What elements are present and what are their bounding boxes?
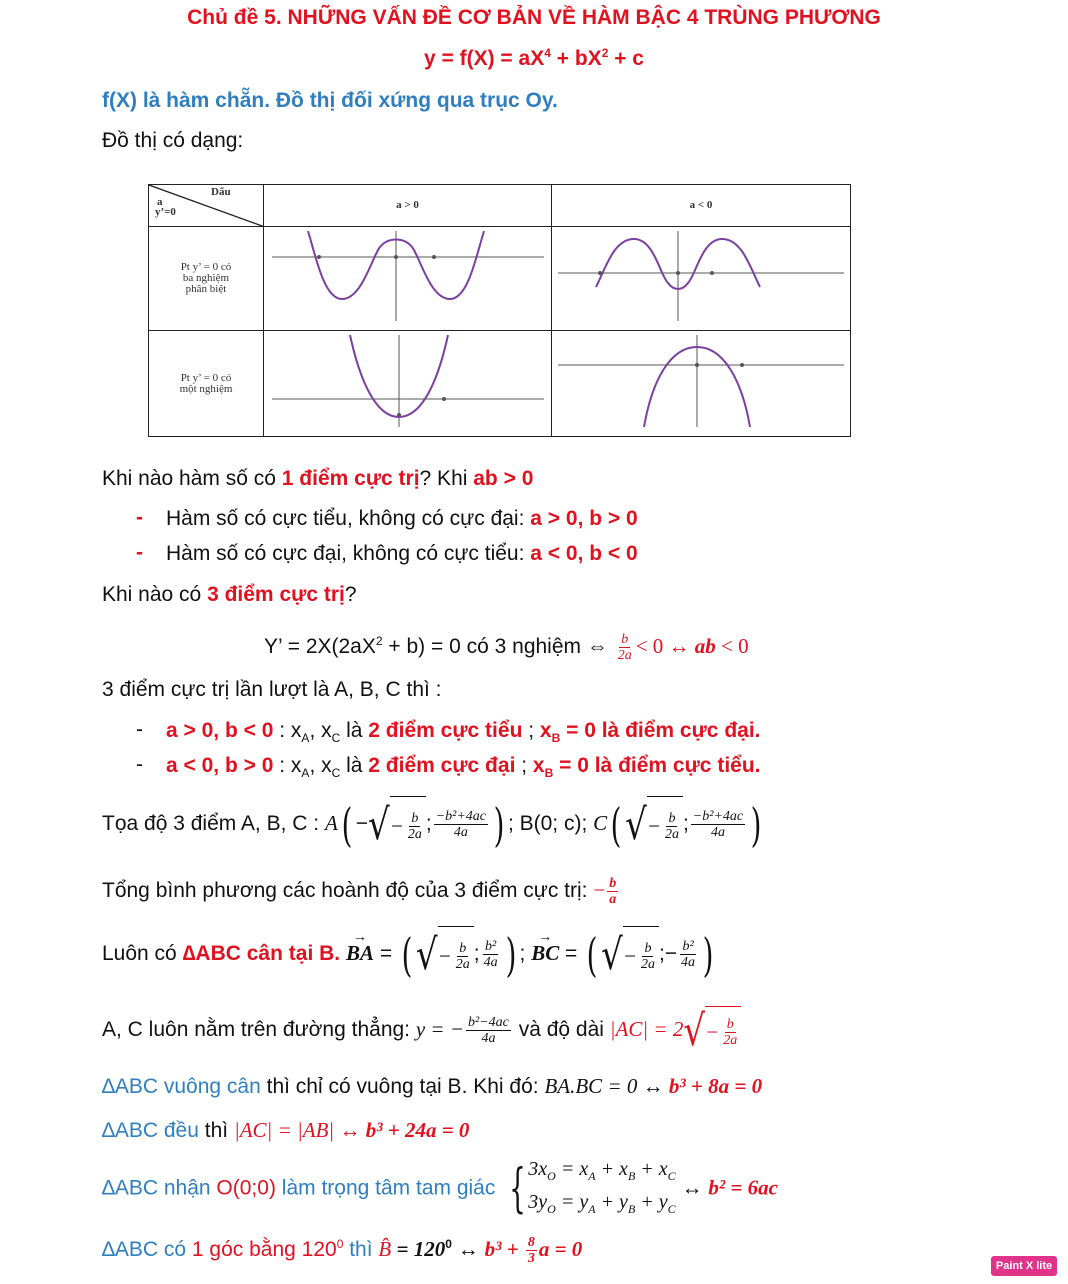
derivative-equation: Y’ = $2X(2aX^2 + b) = 0$ có 3 nghiệm ⇔ $\frac{b}{2a}$ < 0 ↔ ab < 0 [264,631,749,663]
bullet-min-only: Hàm số có cực tiểu, không có cực đại: a > 0, b > 0 [166,507,638,530]
line-ac: A, C luôn nằm trên đường thẳng: y = − $\frac{\text{b²−4ac}}{4a}$ và độ dài |AC| = 2 √ − $\frac{b}{2a}$ [102,1006,741,1055]
graph-m-shape [552,227,851,331]
bullet-dash: - [136,506,143,529]
equation-system: { $3x_O = x_A + x_B + x_C$ $3y_O = y_A + y_B + y_C$ [509,1158,676,1219]
right-isosceles-condition: ∆ABC vuông cân thì chỉ có vuông tại B. Khi đó: BA.BC = 0 ↔ b³ + 8a = 0 [102,1074,763,1098]
case-a-pos-b-neg: a > 0, b < 0 : $x_A$, $x_C$ là 2 điểm cực tiểu ; $x_B = 0$ là điểm cực đại. [166,719,761,746]
fraction-b-over-2a: $\frac{b}{2a}$ [617,631,632,663]
sum-of-squares: Tổng bình phương các hoành độ của 3 điểm cực trị: − $\frac{b}{a}$ [102,875,617,907]
isosceles-vectors: Luôn có ∆ABC cân tại B. → BA = ( √ − $\frac{b}{2a}$ ; $\frac{\text{b²}}{4a}$ ) ; → BC = ( √ − $\frac{b}{2a}$ ;− $\frac{\text{b²}}{4a}$ ) [102,926,717,983]
col-header-a-negative: a < 0 [552,185,851,227]
row-label-one-root: Pt y’ = 0 có một nghiệm [149,331,264,437]
sqrt: √ − $\frac{b}{2a}$ [368,796,426,853]
case-a-neg-b-pos: a < 0, b > 0 : $x_A$, $x_C$ là 2 điểm cực đại ; $x_B = 0$ là điểm cực tiểu. [166,754,761,781]
page-subtitle-formula: $y = f(X) = aX^4 + bX^2 + c$ [424,46,644,70]
graph-w-shape [264,227,552,331]
sqrt: √ − $\frac{b}{2a}$ [625,796,683,853]
abc-intro: 3 điểm cực trị lần lượt là A, B, C thì : [102,678,442,701]
graph-table [148,184,851,437]
vector-BA: → BA [346,926,374,980]
three-extrema-question: Khi nào có 3 điểm cực trị? [102,583,357,606]
centroid-condition: ∆ABC nhận O(0;0) làm trọng tâm tam giác { $3x_O = x_A + x_B + x_C$ $3y_O = y_A + y_B + y_C$ ↔ b² = 6ac [102,1156,778,1222]
one-extremum-question: Khi nào hàm số có 1 điểm cực trị? Khi ab > 0 [102,467,534,490]
graph-n-shape [552,331,851,437]
graph-u-shape [264,331,552,437]
angle-120-condition: ∆ABC có 1 góc bằng $120^0$ thì B̂ = $120^0$ ↔ b³ + $\frac{8}{3}$ a = 0 [102,1234,583,1266]
page-title: Chủ đề 5. NHỮNG VẤN ĐỀ CƠ BẢN VỀ HÀM BẬC 4 TRÙNG PHƯƠNG [187,6,881,29]
bullet-dash: - [136,541,143,564]
equilateral-condition: ∆ABC đều thì |AC| = |AB| ↔ b³ + 24a = 0 [102,1118,470,1142]
coordinates-abc: Tọa độ 3 điểm A, B, C : A( − √ − $\frac{b}{2a}$ ; $\frac{\text{−b²+4ac}}{4a}$ ) ; B(0; c); C( √ − $\frac{b}{2a}$ ; $\frac{\text{−b²+4ac}}{4a}$ ) [102,797,762,852]
col-header-a-positive: a > 0 [264,185,552,227]
table-header-corner: Dấu a y’=0 [149,185,264,227]
bullet-max-only: Hàm số có cực đại, không có cực tiểu: a < 0, b < 0 [166,542,638,565]
even-function-note: f(X) là hàm chẵn. Đồ thị đối xứng qua trục Oy. [102,89,558,112]
watermark-badge: Paint X lite [991,1256,1057,1276]
bullet-dash: - [136,753,143,776]
bullet-dash: - [136,718,143,741]
row-label-three-roots: Pt y’ = 0 có ba nghiệm phân biệt [149,227,264,331]
graph-shape-label: Đồ thị có dạng: [102,129,244,152]
vector-BC: → BC [531,926,559,980]
